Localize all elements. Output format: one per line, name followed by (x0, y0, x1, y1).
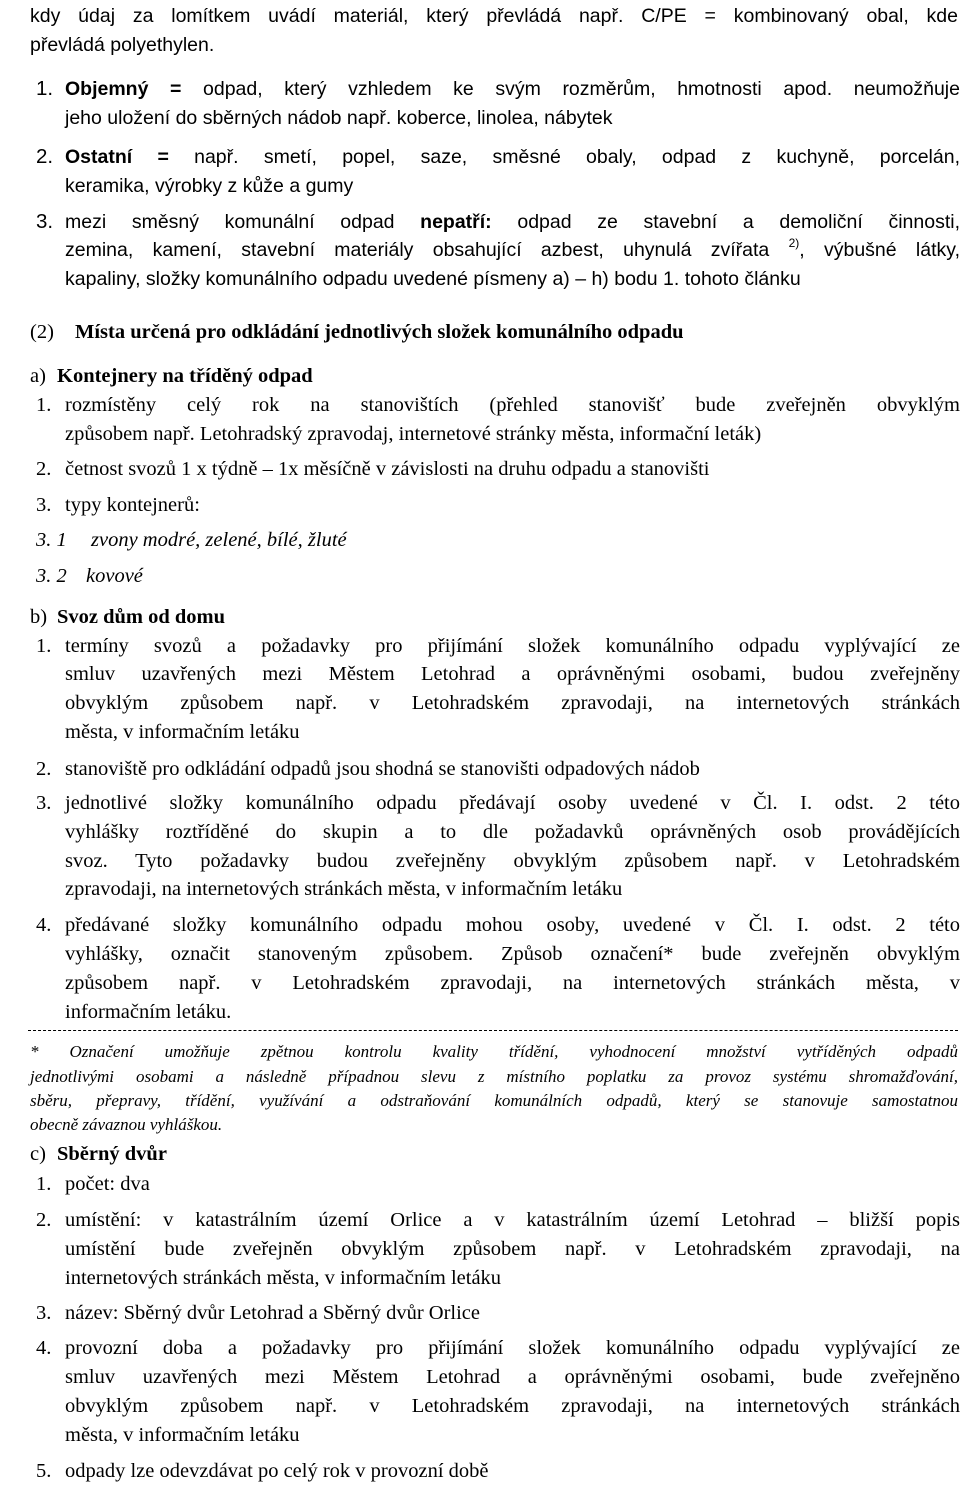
c-item-4-line-3: obvyklým způsobem např. v Letohradském zpravodaji, na internetových stránkách (65, 1395, 960, 1417)
b-item-3-line-3: svoz. Tyto požadavky budou zveřejněny obvyklým způsobem např. v Letohradském (65, 850, 960, 872)
item-number: 2. (36, 1209, 52, 1231)
b-item-2-line-1: stanoviště pro odkládání odpadů jsou shodná se stanovišti odpadových nádob (65, 758, 700, 780)
c-item-5-line-1: odpady lze odevzdávat po celý rok v provozní době (65, 1460, 489, 1482)
item-nepatri-line-2 (65, 238, 960, 262)
section-c-title: Sběrný dvůr (57, 1143, 167, 1165)
section-2-number: (2) (30, 321, 54, 343)
footnote-separator (28, 1030, 958, 1031)
b-item-4-line-2: vyhlášky, označit stanoveným způsobem. Způsob označení* bude zveřejněn obvyklým (65, 943, 960, 965)
c-item-3-line-1: název: Sběrný dvůr Letohrad a Sběrný dvůr Orlice (65, 1302, 480, 1324)
footnote-ref: 2) (788, 236, 800, 250)
a-item-1-line-2: způsobem např. Letohradský zpravodaj, internetové stránky města, informační leták) (65, 423, 762, 445)
b-item-1-line-1: termíny svozů a požadavky pro přijímání složek komunálního odpadu vyplývající ze (65, 635, 960, 657)
intro-line-2: převládá polyethylen. (30, 34, 215, 56)
item-number: 1. (36, 77, 54, 100)
term-objemny: Objemný = (65, 78, 182, 100)
footnote-line-2: jednotlivými osobami a následně případnou slevu z místního poplatku za provoz systému shromažďování, (30, 1067, 958, 1086)
term-nepatri: nepatří: (420, 211, 492, 233)
a-item-1-line-1: rozmístěny celý rok na stanovištích (přehled stanovišť bude zveřejněn obvyklým (65, 394, 960, 416)
b-item-1-line-2: smluv uzavřených mezi Městem Letohrad a oprávněnými osobami, budou zveřejněny (65, 663, 960, 685)
footnote-line-1: * Označení umožňuje zpětnou kontrolu kvality třídění, vyhodnocení množství vytříděných odpadů (30, 1042, 958, 1061)
item-number: 2. (36, 145, 54, 168)
item-number: 1. (36, 635, 52, 657)
section-c-label: c) (30, 1143, 46, 1165)
section-a-title: Kontejnery na tříděný odpad (57, 365, 313, 387)
item-text: odpad ze stavební a demoliční činnosti, (491, 211, 960, 233)
a-sub-number: 3. 2 (36, 565, 67, 587)
c-item-4-line-1: provozní doba a požadavky pro přijímání složek komunálního odpadu vyplývající ze (65, 1337, 960, 1359)
a-sub-number: 3. 1 (36, 529, 67, 551)
item-number: 2. (36, 458, 52, 480)
item-objemny-line-1 (65, 77, 960, 101)
item-text: zemina, kamení, stavební materiály obsahující azbest, uhynulá zvířata (65, 239, 789, 261)
b-item-3-line-4: zpravodaji, na internetových stránkách města, v informačním letáku (65, 878, 623, 900)
footnote-line-4: obecně závaznou vyhláškou. (30, 1115, 223, 1134)
item-number: 3. (36, 210, 54, 233)
c-item-2-line-2: umístění bude zveřejněn obvyklým způsobem např. v Letohradském zpravodaji, na (65, 1238, 960, 1260)
b-item-3-line-1: jednotlivé složky komunálního odpadu předávají osoby uvedené v Čl. I. odst. 2 této (65, 792, 960, 814)
item-nepatri-line-3: kapaliny, složky komunálního odpadu uvedené písmeny a) – h) bodu 1. tohoto článku (65, 268, 801, 290)
item-number: 3. (36, 494, 52, 516)
item-number: 4. (36, 914, 52, 936)
item-ostatni-line-1 (65, 145, 960, 169)
a-item-2-line-1: četnost svozů 1 x týdně – 1x měsíčně v závislosti na druhu odpadu a stanovišti (65, 458, 710, 480)
c-item-4-line-4: města, v informačním letáku (65, 1424, 300, 1446)
item-number: 1. (36, 1173, 52, 1195)
item-number: 3. (36, 792, 52, 814)
item-number: 2. (36, 758, 52, 780)
b-item-4-line-1: předávané složky komunálního odpadu mohou osoby, uvedené v Čl. I. odst. 2 této (65, 914, 960, 936)
c-item-2-line-1: umístění: v katastrálním území Orlice a v katastrálním území Letohrad – bližší popis (65, 1209, 960, 1231)
intro-line-1: kdy údaj za lomítkem uvádí materiál, který převládá např. C/PE = kombinovaný obal, kde (30, 5, 958, 27)
b-item-4-line-4: informačním letáku. (65, 1001, 232, 1023)
b-item-1-line-4: města, v informačním letáku (65, 721, 300, 743)
item-number: 4. (36, 1337, 52, 1359)
section-a-label: a) (30, 365, 46, 387)
a-item-3-line-1: typy kontejnerů: (65, 494, 200, 516)
c-item-1-line-1: počet: dva (65, 1173, 150, 1195)
a-sub-text: zvony modré, zelené, bílé, žluté (91, 529, 347, 551)
item-number: 5. (36, 1460, 52, 1482)
b-item-4-line-3: způsobem např. v Letohradském zpravodaji, na internetových stránkách města, v (65, 972, 960, 994)
c-item-2-line-3: internetových stránkách města, v informačním letáku (65, 1267, 502, 1289)
section-b-title: Svoz dům od domu (57, 606, 226, 628)
b-item-1-line-3: obvyklým způsobem např. v Letohradském zpravodaji, na internetových stránkách (65, 692, 960, 714)
section-b-label: b) (30, 606, 48, 628)
a-sub-text: kovové (86, 565, 143, 587)
item-text: odpad, který vzhledem ke svým rozměrům, hmotnosti apod. neumožňuje (181, 78, 960, 100)
c-item-4-line-2: smluv uzavřených mezi Městem Letohrad a oprávněnými osobami, bude zveřejněno (65, 1366, 960, 1388)
term-ostatni: Ostatní = (65, 146, 169, 168)
item-text: , výbušné látky, (799, 239, 960, 261)
item-number: 1. (36, 394, 52, 416)
item-number: 3. (36, 1302, 52, 1324)
item-objemny-line-2: jeho uložení do sběrných nádob např. koberce, linolea, nábytek (65, 107, 613, 129)
item-nepatri-line-1 (65, 210, 960, 234)
footnote-line-3: sběru, přepravy, třídění, využívání a odstraňování komunálních odpadů, který se stanovuje samostatnou (30, 1091, 958, 1110)
section-2-title: Místa určená pro odkládání jednotlivých složek komunálního odpadu (75, 321, 684, 343)
item-text: např. smetí, popel, saze, směsné obaly, odpad z kuchyně, porcelán, (168, 146, 960, 168)
item-text: mezi směsný komunální odpad (65, 211, 421, 233)
item-ostatni-line-2: keramika, výrobky z kůže a gumy (65, 175, 354, 197)
b-item-3-line-2: vyhlášky roztříděné do skupin a to dle požadavků oprávněných osob provádějících (65, 821, 960, 843)
